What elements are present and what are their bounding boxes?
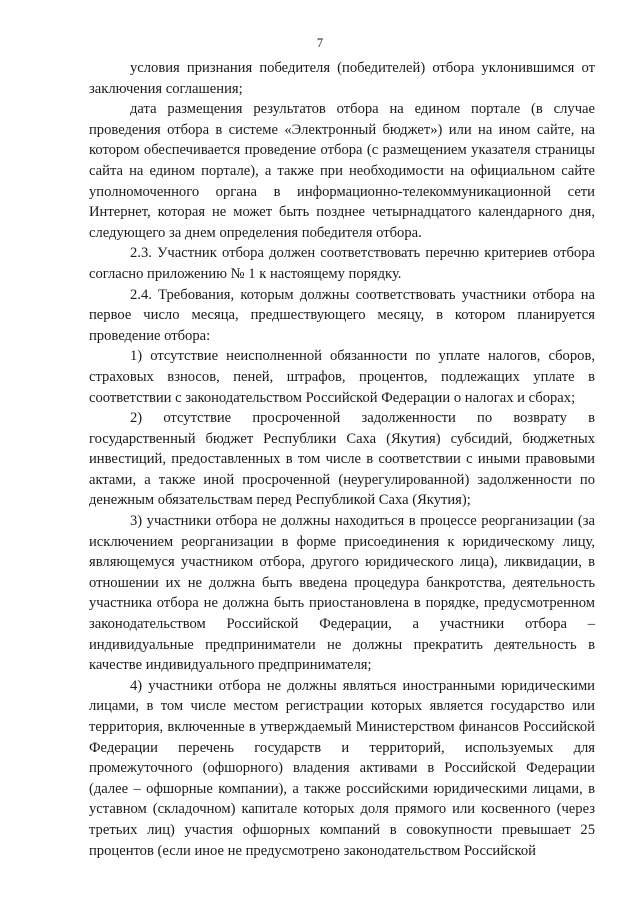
list-item-3-no-reorganization: 3) участники отбора не должны находиться в процессе реорганизации (за исключением реорганизации в форме присоединения к юридическому лицу, являющемуся участником отбора, другого юридического лица), ликвидации, в отношении их не должна быть введена процедура банкротства, деятельность участника отбора не должна быть приостановлена в порядке, предусмотренном законодательством Российской Федерации, а участники отбора – индивидуальные предприниматели не должны прекратить деятельность в качестве индивидуального предпринимателя;	[89, 513, 595, 674]
paragraph-2-4-requirements: 2.4. Требования, которым должны соответствовать участники отбора на первое число месяца, предшествующего месяцу, в котором планируется проведение отбора:	[89, 286, 595, 344]
paragraph-results-publication-date: дата размещения результатов отбора на едином портале (в случае проведения отбора в системе «Электронный бюджет») или на ином сайте, на котором обеспечивается проведение отбора (с размещением указателя страницы сайта на едином портале), а также при необходимости на официальном сайте уполномоченного органа в информационно-телекоммуникационной сети Интернет, которая не может быть позднее четырнадцатого календарного дня, следующего за днем определения победителя отбора.	[89, 101, 595, 241]
page-number: 7	[316, 36, 324, 50]
paragraph-evasion-conditions: условия признания победителя (победителей) отбора уклонившимся от заключения соглашения;	[89, 60, 595, 97]
list-item-2-no-overdue-debt: 2) отсутствие просроченной задолженности по возврату в государственный бюджет Республики Саха (Якутия) субсидий, бюджетных инвестиций, предоставленных в том числе в соответствии с иными правовыми актами, а также иной просроченной (неурегулированной) задолженности по денежным обязательствам перед Республикой Саха (Якутия);	[89, 410, 595, 509]
paragraph-2-3-criteria: 2.3. Участник отбора должен соответствовать перечню критериев отбора согласно приложению № 1 к настоящему порядку.	[89, 245, 595, 282]
list-item-1-no-tax-debt: 1) отсутствие неисполненной обязанности по уплате налогов, сборов, страховых взносов, пеней, штрафов, процентов, подлежащих уплате в соответствии с законодательством Российской Федерации о налогах и сборах;	[89, 348, 595, 406]
list-item-4-not-foreign-entity: 4) участники отбора не должны являться иностранными юридическими лицами, в том числе местом регистрации которых является государство или территория, включенные в утверждаемый Министерством финансов Российской Федерации перечень государств и территорий, используемых для промежуточного (офшорного) владения активами в Российской Федерации (далее – офшорные компании), а также российскими юридическими лицами, в уставном (складочном) капитале которых доля прямого или косвенного (через третьих лиц) участия офшорных компаний в совокупности превышает 25 процентов (если иное не предусмотрено законодательством Российской	[89, 677, 595, 859]
document-body	[89, 58, 595, 861]
